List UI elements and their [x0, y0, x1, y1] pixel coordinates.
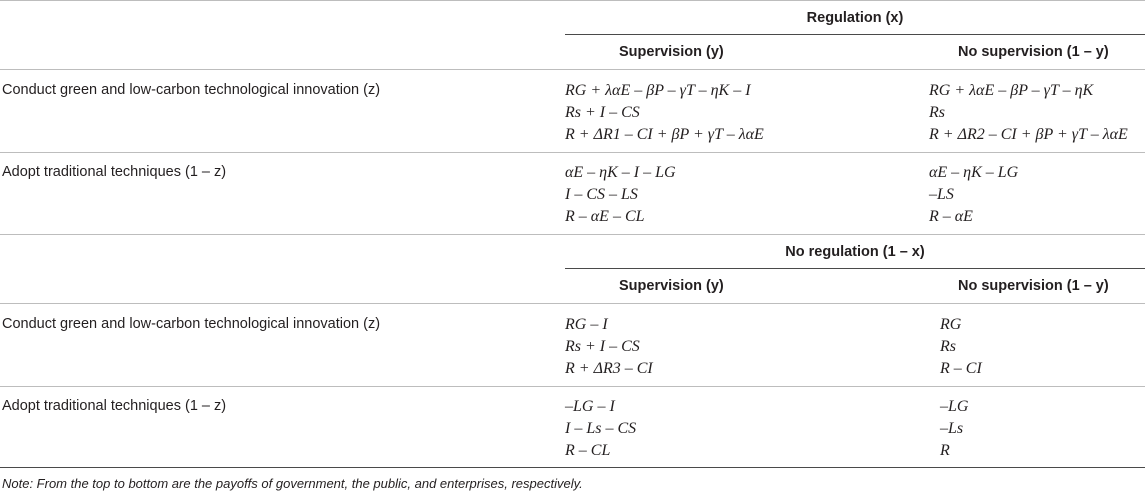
payoff-cell: R – CI	[940, 360, 982, 377]
payoff-cell: I – CS – LS	[565, 186, 638, 203]
section-rule	[0, 234, 1145, 235]
row-rule-2	[0, 386, 1145, 387]
col-header-supervision: Supervision (y)	[619, 44, 724, 60]
payoff-cell: –LS	[929, 186, 954, 203]
col-header-no-supervision: No supervision (1 – y)	[958, 278, 1109, 294]
row-label-innovation: Conduct green and low-carbon technological innovation (z)	[2, 82, 381, 98]
col-header-supervision: Supervision (y)	[619, 278, 724, 294]
payoff-cell: Rs + I – CS	[565, 338, 640, 355]
payoff-cell: RG + λαE – βP – γT – ηK	[929, 82, 1094, 99]
payoff-cell: Rs	[929, 104, 945, 121]
row-label-innovation: Conduct green and low-carbon technological innovation (z)	[2, 316, 381, 332]
table-note: Note: From the top to bottom are the payoffs of government, the public, and enterprises, respectively.	[2, 476, 583, 491]
table-bottom-rule	[0, 467, 1145, 468]
payoff-cell: R – CL	[565, 442, 611, 459]
payoff-cell: RG	[940, 316, 962, 333]
header-rule-2	[0, 303, 1145, 304]
row-label-traditional: Adopt traditional techniques (1 – z)	[2, 398, 227, 414]
payoff-cell: –LG	[940, 398, 969, 415]
group-underline-no-regulation	[565, 268, 1145, 269]
payoff-cell: Rs + I – CS	[565, 104, 640, 121]
header-rule-1	[0, 69, 1145, 70]
payoff-cell: RG + λαE – βP – γT – ηK – I	[565, 82, 751, 99]
payoff-cell: R – αE – CL	[565, 208, 645, 225]
col-header-no-supervision: No supervision (1 – y)	[958, 44, 1109, 60]
payoff-cell: I – Ls – CS	[565, 420, 637, 437]
row-label-traditional: Adopt traditional techniques (1 – z)	[2, 164, 227, 180]
payoff-cell: R	[940, 442, 950, 459]
payoff-cell: –LG – I	[565, 398, 615, 415]
row-rule-1	[0, 152, 1145, 153]
table-top-rule	[0, 0, 1145, 1]
payoff-cell: RG – I	[565, 316, 608, 333]
payoff-cell: R + ΔR2 – CI + βP + γT – λαE	[929, 126, 1128, 143]
payoff-cell: –Ls	[940, 420, 964, 437]
payoff-cell: αE – ηK – I – LG	[565, 164, 676, 181]
payoff-cell: R – αE	[929, 208, 973, 225]
payoff-cell: R + ΔR3 – CI	[565, 360, 653, 377]
group-header-regulation: Regulation (x)	[806, 10, 904, 26]
payoff-cell: Rs	[940, 338, 956, 355]
group-header-no-regulation: No regulation (1 – x)	[785, 244, 925, 260]
payoff-cell: R + ΔR1 – CI + βP + γT – λαE	[565, 126, 764, 143]
payoff-cell: αE – ηK – LG	[929, 164, 1019, 181]
group-underline-regulation	[565, 34, 1145, 35]
